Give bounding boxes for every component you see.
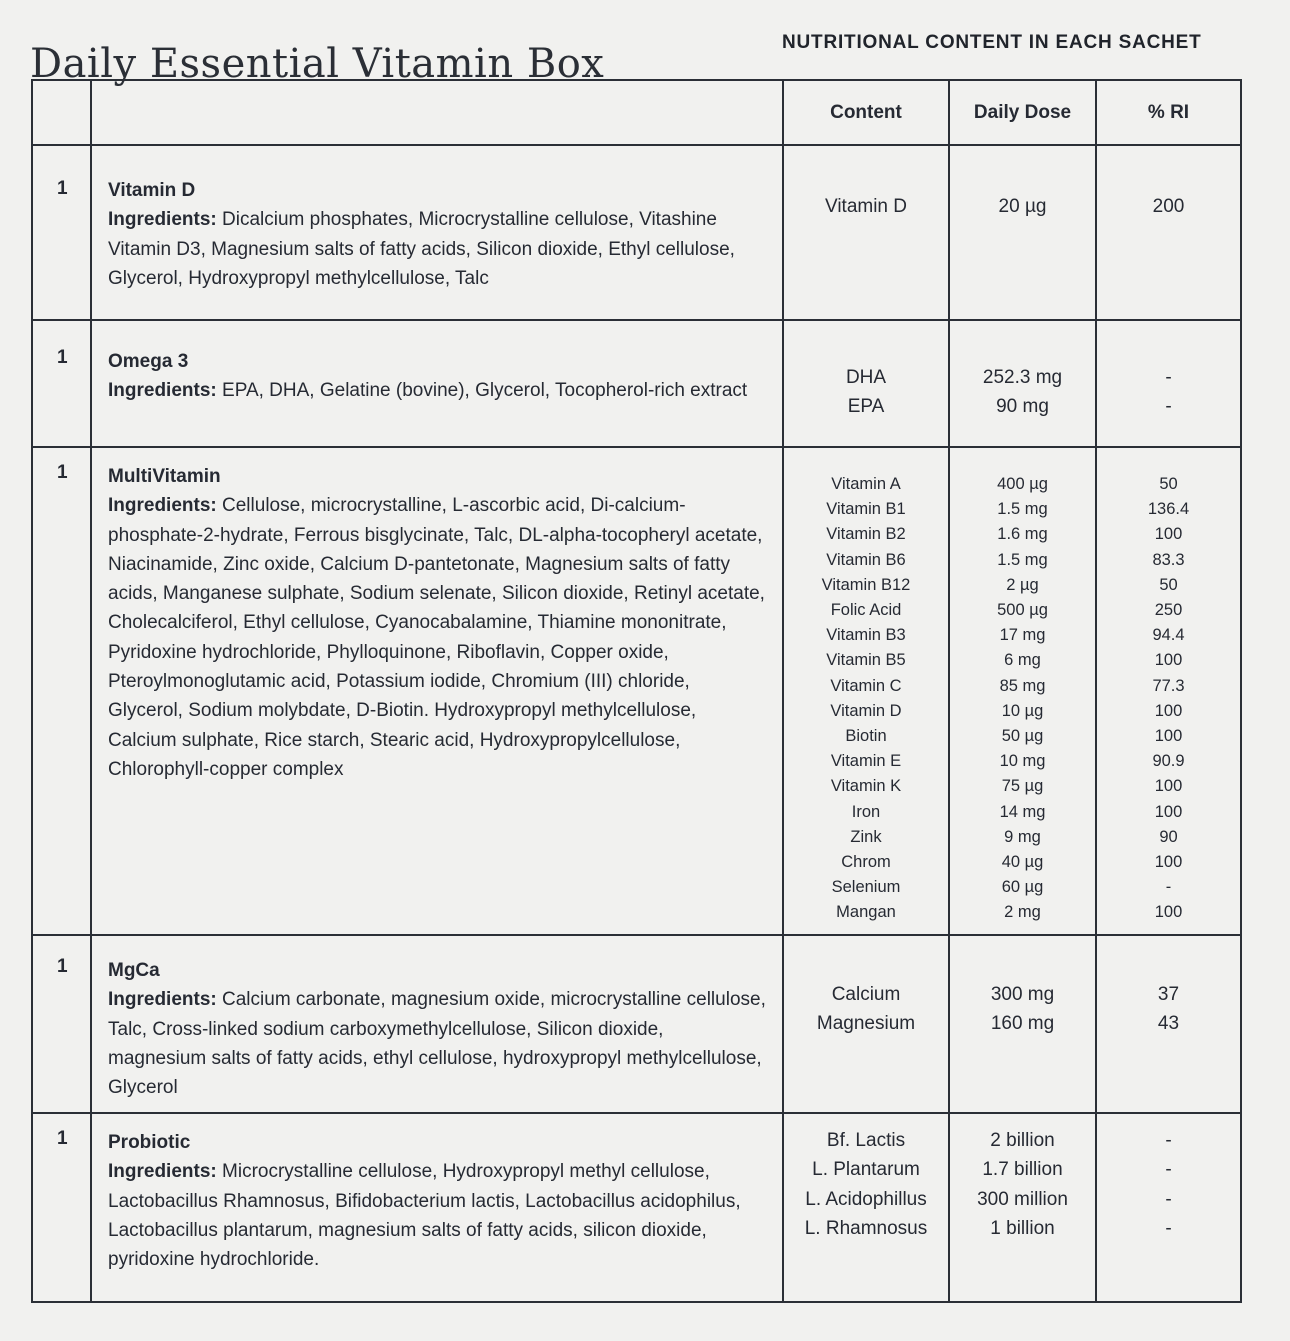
content-value: Vitamin C xyxy=(830,676,902,695)
row-quantity: 1 xyxy=(32,447,91,935)
dose-value: 60 µg xyxy=(1001,878,1044,897)
content-value: L. Plantarum xyxy=(812,1159,920,1181)
product-name: Probiotic xyxy=(108,1132,191,1153)
ingredients-text: Dicalcium phosphates, Microcrystalline cellulose, Vitashine Vitamin D3, Magnesium salts of fatty acids, Silicon dioxide, Ethyl cellulose, Glycerol, Hydroxypropyl methylcellulose, Talc xyxy=(108,209,735,289)
content-value: Vitamin E xyxy=(830,752,902,771)
dose-value: 1.5 mg xyxy=(997,500,1048,519)
content-value: Biotin xyxy=(845,727,887,746)
page-subtitle: NUTRITIONAL CONTENT IN EACH SACHET xyxy=(782,32,1202,53)
ri-value: 100 xyxy=(1154,853,1183,872)
dose-value: 6 mg xyxy=(1004,651,1041,670)
row-quantity: 1 xyxy=(32,320,91,447)
ingredients-label: Ingredients: xyxy=(108,380,217,402)
dose-value: 9 mg xyxy=(1004,827,1041,846)
dose-value: 2 mg xyxy=(1004,903,1041,922)
product-name: Vitamin D xyxy=(108,180,196,201)
ri-value: 37 xyxy=(1157,984,1180,1005)
ingredients-label: Ingredients: xyxy=(108,989,217,1011)
content-value: Bf. Lactis xyxy=(826,1130,906,1151)
dose-value: 2 billion xyxy=(990,1130,1055,1151)
content-value: Vitamin B3 xyxy=(826,626,906,645)
dose-value: 1.7 billion xyxy=(982,1159,1063,1181)
content-value: EPA xyxy=(847,396,885,418)
ingredients-label: Ingredients: xyxy=(108,495,217,517)
ri-value: 50 xyxy=(1159,575,1178,594)
row-ri-cell xyxy=(1096,320,1241,447)
row-quantity: 1 xyxy=(32,935,91,1113)
dose-value: 1 billion xyxy=(990,1217,1055,1239)
content-value: Vitamin B1 xyxy=(826,500,906,519)
table-row-mgca xyxy=(32,935,1241,1113)
row-ri-cell xyxy=(1096,1113,1241,1302)
dose-value: 252.3 mg xyxy=(982,367,1063,388)
dose-value: 75 µg xyxy=(1001,777,1044,796)
page-title: Daily Essential Vitamin Box xyxy=(30,40,605,87)
product-name: Omega 3 xyxy=(108,351,189,372)
dose-value: 160 mg xyxy=(990,1013,1055,1035)
content-value: Vitamin K xyxy=(830,777,902,796)
row-description xyxy=(91,145,783,320)
dose-value: 500 µg xyxy=(997,601,1048,620)
content-value: Chrom xyxy=(841,853,891,872)
ingredients-text: Microcrystalline cellulose, Hydroxypropyl methyl cellulose, Lactobacillus Rhamnosus, Bifidobacterium lactis, Lactobacillus acidophilus, Lactobacillus plantarum, magnesium salts of fatty acids, silicon dioxide, pyridoxine hydrochloride. xyxy=(108,1161,741,1271)
dose-value: 10 µg xyxy=(1001,701,1044,720)
content-value: Vitamin B2 xyxy=(826,525,906,544)
content-value: Magnesium xyxy=(816,1013,916,1035)
row-content-cell xyxy=(783,145,949,320)
row-description xyxy=(91,320,783,447)
ri-value: 94.4 xyxy=(1152,626,1185,645)
ri-value: 100 xyxy=(1154,525,1183,544)
dose-value: 400 µg xyxy=(997,475,1048,493)
content-value: Vitamin B6 xyxy=(826,550,906,569)
dose-value: 300 mg xyxy=(990,984,1055,1005)
table-row-omega-3 xyxy=(32,320,1241,447)
table-header-row xyxy=(32,80,1241,145)
ri-value: 250 xyxy=(1154,601,1183,620)
ri-value: - xyxy=(1165,1130,1172,1151)
content-value: Mangan xyxy=(836,903,896,922)
dose-value: 85 mg xyxy=(999,676,1046,695)
row-dose-cell xyxy=(949,1113,1096,1302)
ri-value: - xyxy=(1165,878,1172,897)
row-description xyxy=(91,1113,783,1302)
table-row-vitamin-d xyxy=(32,145,1241,320)
ri-value: - xyxy=(1165,1188,1172,1210)
header-description xyxy=(91,80,783,145)
dose-value: 90 mg xyxy=(996,396,1049,418)
content-value: DHA xyxy=(845,367,887,388)
table-row-multivitamin xyxy=(32,447,1241,935)
ri-value: - xyxy=(1165,1217,1172,1239)
dose-value: 300 million xyxy=(977,1188,1068,1210)
dose-value: 1.6 mg xyxy=(997,525,1048,544)
ri-value: 50 xyxy=(1159,475,1178,493)
row-dose-cell xyxy=(949,447,1096,935)
ri-value: 136.4 xyxy=(1147,500,1190,519)
content-value: Zink xyxy=(850,827,882,846)
row-content-cell xyxy=(783,320,949,447)
ri-value: - xyxy=(1165,396,1172,418)
row-dose-cell xyxy=(949,935,1096,1113)
ri-value: 90 xyxy=(1159,827,1178,846)
ri-value: 100 xyxy=(1154,651,1183,670)
content-value: Vitamin A xyxy=(831,475,901,493)
content-value: Vitamin B12 xyxy=(821,575,911,594)
ri-value: 77.3 xyxy=(1152,676,1185,695)
row-ri-cell xyxy=(1096,935,1241,1113)
row-content-cell xyxy=(783,447,949,935)
row-description xyxy=(91,935,783,1113)
nutrition-table xyxy=(31,79,1242,1303)
row-quantity: 1 xyxy=(32,145,91,320)
dose-value: 20 µg xyxy=(998,196,1047,217)
dose-value: 50 µg xyxy=(1001,727,1044,746)
ri-value: 100 xyxy=(1154,802,1183,821)
dose-value: 40 µg xyxy=(1001,853,1044,872)
ingredients-text: EPA, DHA, Gelatine (bovine), Glycerol, Tocopherol-rich extract xyxy=(222,380,748,402)
table-row-probiotic xyxy=(32,1113,1241,1302)
ingredients-text: Calcium carbonate, magnesium oxide, microcrystalline cellulose, Talc, Cross-linked sodium carboxymethylcellulose, Silicon dioxide, magnesium salts of fatty acids, ethyl cellulose, hydroxypropyl methylcellulose, Glycerol xyxy=(108,989,766,1099)
content-value: L. Rhamnosus xyxy=(804,1217,928,1239)
dose-value: 2 µg xyxy=(1006,575,1039,594)
ri-value: - xyxy=(1165,1159,1172,1181)
ri-value: 100 xyxy=(1154,777,1183,796)
row-dose-cell xyxy=(949,145,1096,320)
row-quantity: 1 xyxy=(32,1113,91,1302)
ri-value: 100 xyxy=(1154,701,1183,720)
row-ri-cell xyxy=(1096,447,1241,935)
header-content: Content xyxy=(783,80,949,145)
header-qty xyxy=(32,80,91,145)
ingredients-label: Ingredients: xyxy=(108,209,217,231)
content-value: Calcium xyxy=(831,984,901,1005)
dose-value: 17 mg xyxy=(999,626,1046,645)
row-content-cell xyxy=(783,1113,949,1302)
dose-value: 14 mg xyxy=(999,802,1046,821)
header-ri: % RI xyxy=(1096,80,1241,145)
ri-value: 100 xyxy=(1154,903,1183,922)
header-daily-dose: Daily Dose xyxy=(949,80,1096,145)
content-value: Iron xyxy=(851,802,881,821)
ri-value: 200 xyxy=(1152,196,1185,217)
row-description xyxy=(91,447,783,935)
product-name: MultiVitamin xyxy=(108,466,221,487)
content-value: Folic Acid xyxy=(830,601,902,620)
content-value: L. Acidophillus xyxy=(805,1188,927,1210)
ri-value: 43 xyxy=(1157,1013,1180,1035)
content-value: Vitamin B5 xyxy=(826,651,906,670)
ri-value: 90.9 xyxy=(1152,752,1185,771)
dose-value: 10 mg xyxy=(999,752,1046,771)
product-name: MgCa xyxy=(108,960,160,981)
row-content-cell xyxy=(783,935,949,1113)
ri-value: 100 xyxy=(1154,727,1183,746)
ri-value: 83.3 xyxy=(1152,550,1185,569)
content-value: Vitamin D xyxy=(824,196,907,217)
content-value: Selenium xyxy=(831,878,901,897)
ingredients-text: Cellulose, microcrystalline, L-ascorbic acid, Di-calcium-phosphate-2-hydrate, Ferrous bisglycinate, Talc, DL-alpha-tocopheryl acetate, Niacinamide, Zinc oxide, Calcium D-pantetonate, Magnesium salts of fatty acids, Manganese sulphate, Sodium selenate, Silicon dioxide, Retinyl acetate, Cholecalciferol, Ethyl cellulose, Cyanocabalamine, Thiamine mononitrate, Pyridoxine hydrochloride, Phylloquinone, Riboflavin, Copper oxide, Pteroylmonoglutamic acid, Potassium iodide, Chromium (III) chloride, Glycerol, Sodium molybdate, D-Biotin. Hydroxypropyl methylcellulose, Calcium sulphate, Rice starch, Stearic acid, Hydroxypropylcellulose, Chlorophyll-copper complex xyxy=(108,495,765,780)
dose-value: 1.5 mg xyxy=(997,550,1048,569)
row-ri-cell xyxy=(1096,145,1241,320)
content-value: Vitamin D xyxy=(830,701,902,720)
row-dose-cell xyxy=(949,320,1096,447)
ri-value: - xyxy=(1165,367,1172,388)
ingredients-label: Ingredients: xyxy=(108,1161,217,1183)
